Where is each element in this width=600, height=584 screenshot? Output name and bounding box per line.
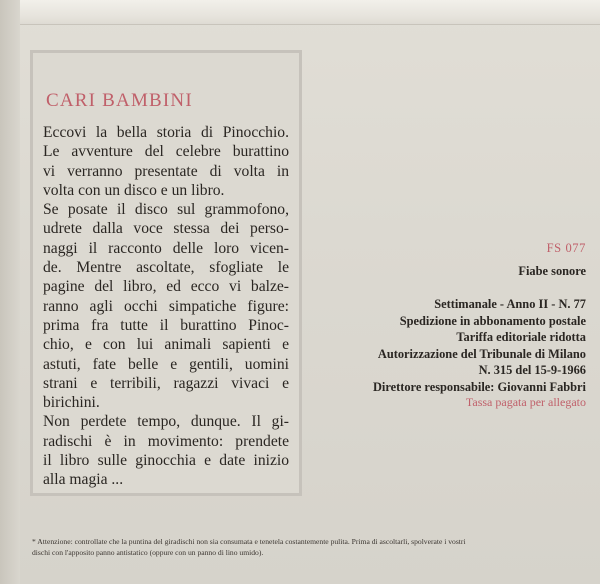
intro-line: naggi il racconto delle loro vicen- xyxy=(43,239,289,257)
intro-line: il libro sulle ginocchia e date inizio xyxy=(43,452,289,470)
intro-line: udrete dalla voce stessa dei perso- xyxy=(43,220,289,238)
intro-text xyxy=(43,123,289,490)
intro-line: birichini. xyxy=(43,394,100,412)
intro-line: radischi è in movimento: prendete xyxy=(43,432,289,450)
footnote xyxy=(32,536,592,558)
series-name: Fiabe sonore xyxy=(518,264,586,278)
intro-line: alla magia ... xyxy=(43,471,124,489)
intro-line: pagine del libro, ed ecco vi balze- xyxy=(43,278,289,296)
intro-line: Eccovi la bella storia di Pinocchio. xyxy=(43,124,289,141)
footnote-line: dischi con l'apposito panno antistatico (oppure con un panno di lino umido). xyxy=(32,548,264,557)
intro-line: de. Mentre ascoltate, sfogliate le xyxy=(43,259,289,277)
catalog-code: FS 077 xyxy=(546,241,586,255)
postal-info xyxy=(346,296,586,395)
intro-line: Non perdete tempo, dunque. Il gi- xyxy=(43,413,289,431)
tax-note: Tassa pagata per allegato xyxy=(465,395,586,409)
director-credit: Direttore responsabile: Giovanni Fabbri xyxy=(372,379,586,394)
intro-line: vi verranno presentate di volta in xyxy=(43,162,289,180)
postal-tariff: Tariffa editoriale ridotta xyxy=(456,330,586,344)
intro-line: ranno agli occhi simpatiche figure: xyxy=(43,297,289,315)
intro-line: strani e terribili, ragazzi vivaci e xyxy=(43,374,289,392)
intro-title: CARI BAMBINI xyxy=(46,90,193,111)
sleeve-top-edge xyxy=(0,0,600,25)
sleeve-left-edge xyxy=(0,0,20,584)
publication-frequency: Settimanale - Anno II - N. 77 xyxy=(434,297,586,311)
court-authorization: Autorizzazione del Tribunale di Milano xyxy=(377,346,586,361)
intro-line: chio, e con lui animali sapienti e xyxy=(43,336,289,354)
postal-shipping: Spedizione in abbonamento postale xyxy=(399,313,586,328)
court-authorization-number: N. 315 del 15-9-1966 xyxy=(478,363,586,377)
intro-line: Le avventure del celebre burattino xyxy=(43,143,289,161)
intro-line: Se posate il disco sul grammofono, xyxy=(43,201,289,219)
intro-line: prima fra tutte il burattino Pinoc- xyxy=(43,316,289,334)
footnote-line: * Attenzione: controllate che la puntina del giradischi non sia consumata e tenetela costantemente pulita. Prima di ascoltarli, spolverate i vostri xyxy=(32,537,466,546)
intro-line: volta con un disco e un libro. xyxy=(43,181,225,199)
intro-line: astuti, fate belle e gentili, uomini xyxy=(43,355,289,373)
